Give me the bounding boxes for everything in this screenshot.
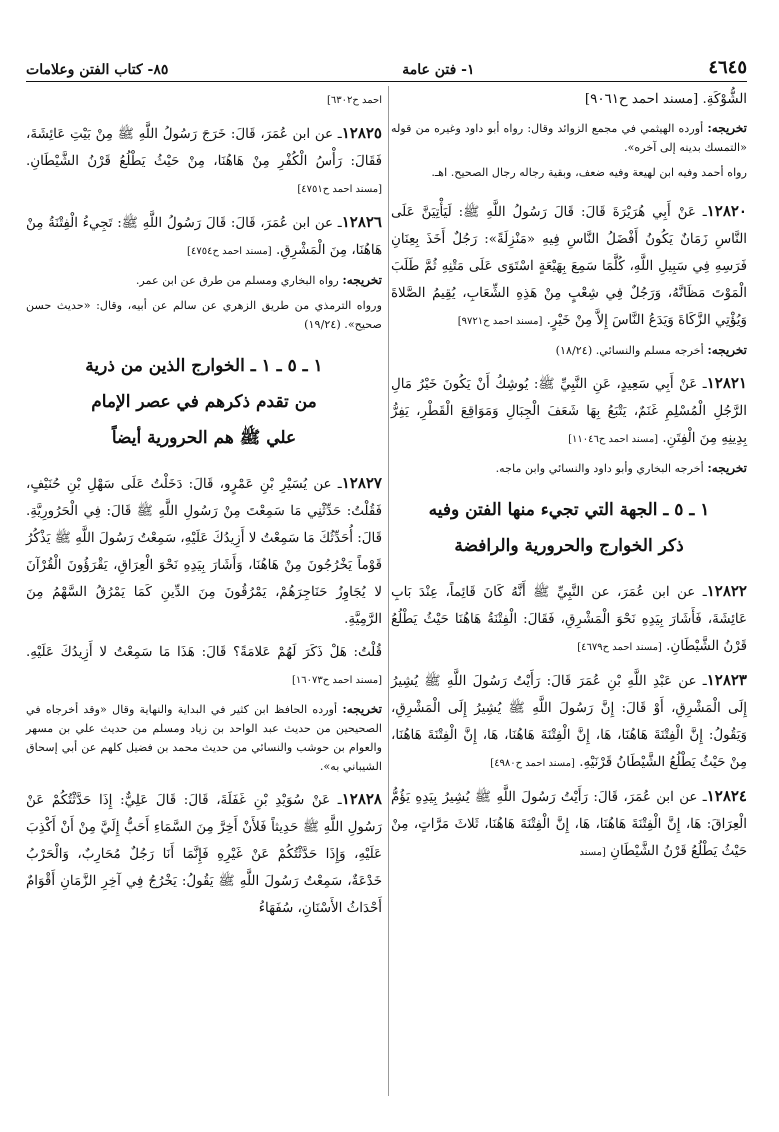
left-column [26, 86, 382, 928]
continuation-line [26, 86, 382, 114]
hadith-reference: [مسند احمد ح١٦٠٧٣] [291, 675, 382, 686]
takhrij-text: رواه البخاري ومسلم من طرق عن ابن عمر. [135, 274, 339, 287]
right-column [391, 86, 747, 872]
hadith-number: ١٢٨٢٦ [341, 213, 382, 231]
hadith-number: ١٢٨٢٣ [706, 671, 747, 689]
hadith-reference: [مسند احمد ح٤٦٧٩] [577, 642, 662, 653]
takhrij-text: أورده الهيثمي في مجمع الزوائد وقال: رواه أبو داود وغيره من قوله «التمسك بدينه إلى آخره». [391, 122, 747, 154]
chapter-heading-line: ذكر الخوارج والحرورية والرافضة [454, 536, 684, 556]
hadith-12824 [391, 783, 747, 866]
takhrij-text: أخرجه مسلم والنسائي. (١٨/٢٤) [555, 344, 704, 357]
chapter-heading-line: ١ ـ ٥ ـ ١ ـ الخوارج الذين من ذرية [85, 356, 323, 376]
hadith-number: ١٢٨٢٥ [341, 124, 382, 142]
chapter-heading-line: من تقدم ذكرهم في عصر الإمام [91, 392, 317, 412]
hadith-12826 [26, 209, 382, 265]
chapter-heading-line: علي ﷺ هم الحرورية أيضاً [111, 428, 297, 448]
hadith-reference: [مسند احمد ح٤٧٥٤] [187, 246, 272, 257]
hadith-text: ـ عن ابن عُمَرَ، عن النَّبِيِّ ﷺ أَنَّهُ كَانَ قَائِماً، عِنْدَ بَابِ عَائِشَةَ، فَأَشَارَ بِيَدِهِ نَحْوَ الْمَشْرِقِ، فَقَالَ: الْفِتْنَةُ هَاهُنَا حَيْثُ يَطْلُعُ قَرْنُ الشَّيْطَانِ. [391, 585, 747, 654]
hadith-reference: [مسند [579, 847, 606, 858]
takhrij-block [26, 700, 382, 776]
takhrij-text: أورده الحافظ ابن كثير في البداية والنهاية وقال «وقد أخرجاه في الصحيحين من حديث عبد الواحد بن زياد ومسلم من حديث علي بن مسهر والعوام بن حوشب والنسائي من حديث محمد بن فضيل كلهم عن أبي إسحاق الشيباني به». [26, 703, 382, 773]
hadith-number: ١٢٨٢٤ [706, 787, 747, 805]
hadith-text: ـ عن ابن عُمَرَ، قَالَ: رَأَيْتُ رَسُولَ اللَّهِ ﷺ يُشِيرُ بِيَدِهِ يَؤُمُّ الْعِرَاقَ: هَا، إِنَّ الْفِتْنَةَ هَاهُنَا، هَا، إِنَّ الْفِتْنَةَ هَاهُنَا، ثَلاثَ مَرَّاتٍ، مِنْ حَيْثُ يَطْلُعُ قَرْنُ الشَّيْطَانِ [391, 790, 747, 859]
takhrij-block [391, 459, 747, 478]
hadith-12828 [26, 786, 382, 922]
takhrij-label: تخريجه: [707, 343, 747, 357]
hadith-number: ١٢٨٢٢ [706, 582, 747, 600]
hadith-text: ـ عَنْ أَبِي سَعِيدٍ، عَنِ النَّبِيِّ ﷺ: يُوشِكُ أَنْ يَكُونَ خَيْرُ مَالِ الرَّجُلِ الْمُسْلِمِ غَنَمٌ، يَتْبَعُ بِهَا شَعَفَ الْجِبَالِ وَمَوَاقِعَ الْقَطْرِ، يَفِرُّ بِدِينِهِ مِنَ الْفِتَنِ. [391, 377, 747, 446]
hadith-reference: [مسند احمد ح١١٠٤٦] [568, 434, 659, 445]
hadith-text: ـ عن عَبْدِ اللَّهِ بْنِ عُمَرَ قَالَ: رَأَيْتُ رَسُولَ اللَّهِ ﷺ يُشِيرُ إِلَى الْمَشْرِقِ، أَوْ قَالَ: إِنَّ رَسُولَ اللَّهِ ﷺ يُشِيرُ إِلَى الْمَشْرِقِ، وَيَقُولُ: إِنَّ الْفِتْنَةَ هَاهُنَا، هَا، إِنَّ الْفِتْنَةَ هَاهُنَا، هَا، إِنَّ الْفِتْنَةَ هَاهُنَا، مِنْ حَيْثُ يَطْلُعُ الشَّيْطَانُ قَرْنَيْهِ. [391, 674, 747, 770]
hadith-12827-question [26, 639, 382, 694]
page-number: ٤٦٤٥ [708, 57, 747, 78]
hadith-text: ـ عن ابن عُمَرَ، قَالَ: قَالَ رَسُولُ اللَّهِ ﷺ: تَجِيءُ الْفِتْنَةُ مِنْ هَاهُنَا، مِنَ الْمَشْرِقِ. [26, 216, 382, 258]
chapter-heading-line: ١ ـ ٥ ـ الجهة التي تجيء منها الفتن وفيه [428, 500, 710, 520]
hadith-12820 [391, 198, 747, 335]
hadith-text: ـ عن يُسَيْرِ بْنِ عَمْرٍو، قَالَ: دَخَلْتُ عَلَى سَهْلِ بْنِ حُنَيْفٍ، فَقُلْتُ: حَدِّثْنِي مَا سَمِعْتَ مِنْ رَسُولِ اللَّهِ ﷺ قَالَ: فِي الْحَرُورِيَّةِ. قَالَ: أُحَدِّثُكَ مَا سَمِعْتُ لا أَزِيدُكَ عَلَيْهِ، سَمِعْتُ رَسُولَ اللَّهِ ﷺ يَذْكُرُ قَوْماً يَخْرُجُونَ مِنْ هَاهُنَا، وَأَشَارَ بِيَدِهِ نَحْوَ الْعِرَاقِ، يَقْرَؤُونَ الْقُرْآنَ لا يُجَاوِزُ حَنَاجِرَهُمْ، يَمْرُقُونَ مِنَ الدِّينِ كَمَا يَمْرُقُ السَّهْمُ مِنَ الرَّمِيَّةِ. [26, 477, 382, 627]
book-title: ٨٥- كتاب الفتن وعلامات [26, 62, 169, 78]
continuation-line: الشُّوْكَةِ. [مسند احمد ح٩٠٦١] [584, 92, 747, 107]
takhrij-block [391, 119, 747, 157]
hadith-text: ـ عن ابن عُمَرَ، قَالَ: خَرَجَ رَسُولُ اللَّهِ ﷺ مِنْ بَيْتِ عَائِشَةَ، فَقَالَ: رَأْسُ الْكُفْرِ مِنْ هَاهُنَا، مِنْ حَيْثُ يَطْلُعُ قَرْنُ الشَّيْطَانِ. [26, 127, 382, 169]
hadith-12821 [391, 370, 747, 453]
hadith-number: ١٢٨٢٧ [341, 474, 382, 492]
note-paragraph: ورواه الترمذي من طريق الزهري عن سالم عن أبيه، وقال: «حديث حسن صحيح». (١٩/٢٤) [26, 299, 382, 331]
hadith-reference: [مسند احمد ح٤٩٨٠] [490, 758, 575, 769]
takhrij-block [391, 341, 747, 360]
chapter-heading [26, 348, 382, 456]
hadith-reference: [مسند احمد ح٩٧٢١] [457, 316, 543, 327]
takhrij-label: تخريجه: [707, 461, 747, 475]
takhrij-text: أخرجه البخاري وأبو داود والنسائي وابن ماجه. [495, 462, 704, 475]
hadith-text: قُلْتُ: هَلْ ذَكَرَ لَهُمْ عَلامَةً؟ قَالَ: هَذَا مَا سَمِعْتُ لا أَزِيدُكَ عَلَيْهِ. [26, 645, 382, 660]
takhrij-label: تخريجه: [342, 273, 382, 287]
column-divider [388, 86, 389, 1096]
hadith-12823 [391, 667, 747, 777]
takhrij-label: تخريجه: [707, 121, 747, 135]
header-rule [26, 81, 747, 82]
hadith-12825 [26, 120, 382, 203]
hadith-number: ١٢٨٢٨ [341, 790, 382, 808]
hadith-number: ١٢٨٢١ [706, 374, 747, 392]
hadith-12822 [391, 578, 747, 661]
hadith-reference: [مسند احمد ح٤٧٥١] [297, 184, 382, 195]
hadith-number: ١٢٨٢٠ [706, 202, 747, 220]
takhrij-block [26, 271, 382, 290]
hadith-12827 [26, 470, 382, 633]
section-title: ١- فتن عامة [402, 62, 475, 78]
hadith-reference: احمد ح٦٣٠٢] [326, 95, 382, 106]
hadith-text: ـ عَنْ أَبِي هُرَيْرَةَ قَالَ: قَالَ رَسُولُ اللَّهِ ﷺ: لَيَأْتِيَنَّ عَلَى النَّاسِ زَمَانٌ يَكُونُ أَفْضَلُ النَّاسِ فِيهِ «مَنْزِلَةً»: رَجُلٌ أَخَذَ بِعِنَانِ فَرَسِهِ فِي سَبِيلِ اللَّهِ، كُلَّمَا سَمِعَ بِهَيْعَةٍ اسْتَوَى عَلَى مَتْنِهِ ثُمَّ طَلَبَ الْمَوْتَ مَظَانَّهُ، وَرَجُلٌ فِي شِعْبٍ مِنْ هَذِهِ الشِّعَابِ، يُقِيمُ الصَّلاةَ وَيُؤْتِي الزَّكَاةَ وَيَدَعُ النَّاسَ إِلاَّ مِنْ خَيْرٍ. [391, 205, 747, 328]
chapter-heading [391, 492, 747, 564]
takhrij-label: تخريجه: [342, 702, 382, 716]
note-paragraph: رواه أحمد وفيه ابن لهيعة وفيه ضعف، وبقية رجاله رجال الصحيح. اهـ. [431, 166, 747, 179]
page-header [26, 50, 747, 78]
hadith-text: ـ عَنْ سُوَيْدِ بْنِ غَفَلَةَ، قَالَ: قَالَ عَلِيٌّ: إِذَا حَدَّثْتُكُمْ عَنْ رَسُولِ اللَّهِ ﷺ حَدِيثاً فَلأَنْ أَخِرَّ مِنَ السَّمَاءِ أَحَبُّ إِلَيَّ مِنْ أَنْ أَكْذِبَ عَلَيْهِ، وَإِذَا حَدَّثْتُكُمْ عَنْ غَيْرِهِ فَإِنَّمَا أَنَا رَجُلٌ مُحَارِبٌ، وَالْحَرْبُ خَدْعَةٌ، سَمِعْتُ رَسُولَ اللَّهِ ﷺ يَقُولُ: يَخْرُجُ فِي آخِرِ الزَّمَانِ أَقْوَامٌ أَحْدَاثُ الأَسْنَانِ، سُفَهَاءُ [26, 793, 382, 916]
